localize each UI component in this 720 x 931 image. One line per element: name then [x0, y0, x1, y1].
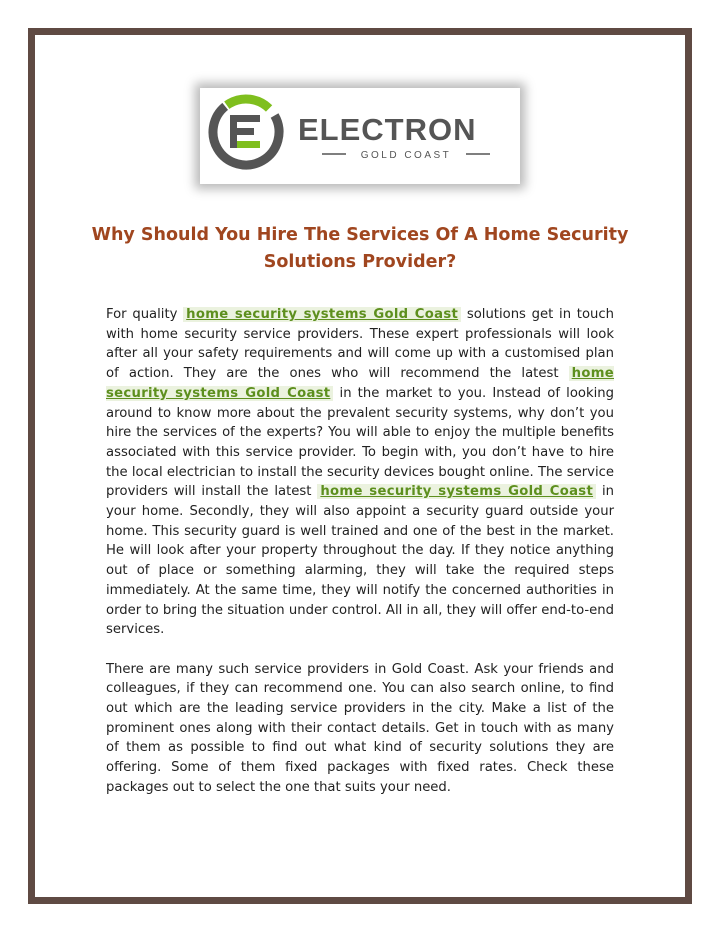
- paragraph-1: [106, 305, 614, 640]
- electron-logo-graphic: [200, 88, 520, 184]
- article-body: [106, 305, 614, 817]
- paragraph-1-text: For quality: [106, 307, 184, 322]
- paragraph-2: There are many such service providers in Gold Coast. Ask your friends and colleagues, if they can recommend one. You can also search online, to find out which are the leading service providers in the city. Make a list of the prominent ones along with their contact details. Get in touch with as many of them as possible to find out what kind of security solutions they are offering. Some of them fixed packages with fixed rates. Check these packages out to select the one that suits your need.: [106, 661, 614, 795]
- keyword-link-2[interactable]: home security systems Gold Coast: [106, 366, 614, 401]
- paragraph-1-text: solutions get in touch with home security service providers. These expert professionals will look after all your safety requirements and will come up with a customised plan of action. They are the ones who will recommend the latest: [106, 307, 614, 382]
- paragraph-1-text: in your home. Secondly, they will also appoint a security guard outside your home. This security guard is well trained and one of the best in the market. He will look after your property throughout the day. If they notice anything out of place or something alarming, they will take the required steps immediately. At the same time, they will notify the concerned authorities in order to bring the situation under control. All in all, they will offer end-to-end services.: [106, 484, 614, 638]
- company-logo: [200, 88, 520, 184]
- paragraph-1-text: in the market to you. Instead of looking around to know more about the prevalent security systems, why don’t you hire the services of the experts? You will able to enjoy the multiple benefits associated with this service provider. To begin with, you don’t have to hire the local electrician to install the security devices bought online. The service providers will install the latest: [106, 385, 614, 500]
- logo-brand-text: ELECTRON: [298, 112, 477, 147]
- logo-tagline: GOLD COAST: [360, 150, 452, 161]
- page-title: Why Should You Hire The Services Of A Home Security Solutions Provider?: [91, 225, 629, 272]
- keyword-link-3[interactable]: home security systems Gold Coast: [317, 484, 596, 499]
- keyword-link-1[interactable]: home security systems Gold Coast: [183, 307, 461, 322]
